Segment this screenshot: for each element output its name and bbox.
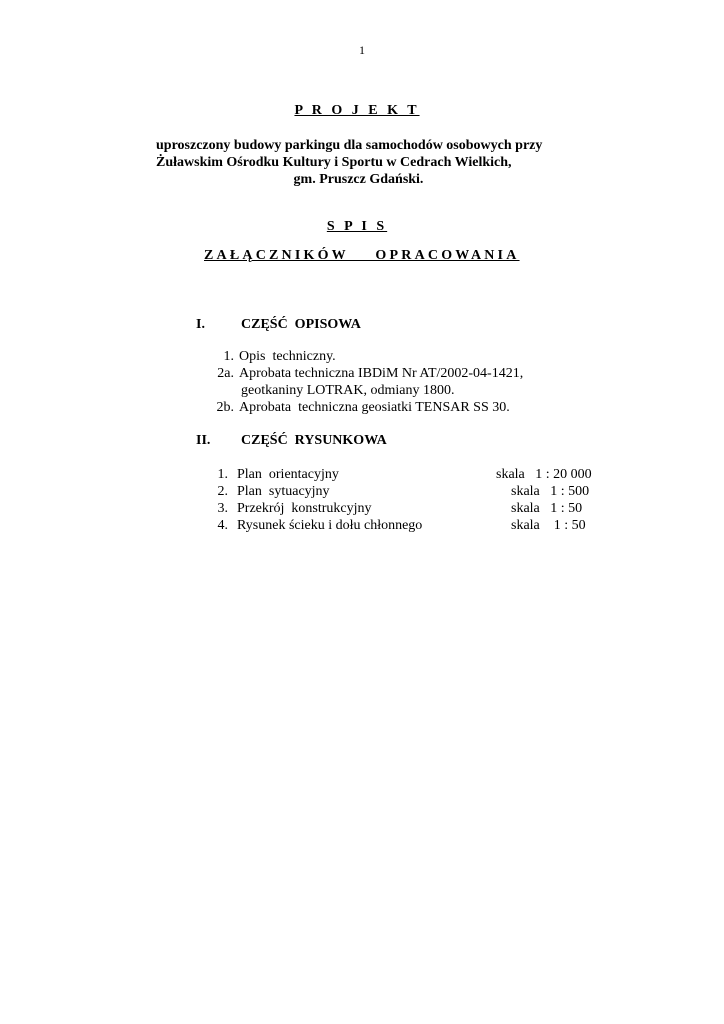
- list-item-text: Opis techniczny.: [239, 349, 336, 364]
- list-item-text: Plan sytuacyjny: [237, 484, 330, 499]
- list-item-text: Plan orientacyjny: [237, 467, 339, 482]
- list-item-text: Przekrój konstrukcyjny: [237, 501, 372, 516]
- section-title: CZĘŚĆ RYSUNKOWA: [241, 433, 387, 448]
- list-item-text: Aprobata techniczna geosiatki TENSAR SS 30.: [239, 400, 510, 415]
- subtitle-line-3: gm. Pruszcz Gdański.: [293, 172, 424, 187]
- list-item-scale: skala 1 : 20 000: [496, 467, 592, 482]
- list-item-number: 1.: [223, 349, 234, 364]
- attachments-heading: ZAŁĄCZNIKÓW OPRACOWANIA: [204, 248, 520, 263]
- spis-heading: S P I S: [326, 219, 388, 234]
- section-title: CZĘŚĆ OPISOWA: [241, 317, 361, 332]
- list-item-number: 2.: [217, 484, 228, 499]
- list-item-scale: skala 1 : 50: [511, 501, 583, 516]
- section-number: II.: [196, 433, 211, 448]
- list-item-continuation: geotkaniny LOTRAK, odmiany 1800.: [241, 383, 455, 398]
- subtitle-line-2: Żuławskim Ośrodku Kultury i Sportu w Cedrach Wielkich,: [156, 155, 512, 170]
- section-number: I.: [196, 317, 205, 332]
- list-item-number: 4.: [217, 518, 228, 533]
- list-item-text: Aprobata techniczna IBDiM Nr AT/2002-04-1421,: [239, 366, 524, 381]
- list-item-text: Rysunek ścieku i dołu chłonnego: [237, 518, 423, 533]
- page-number: 1: [359, 43, 365, 57]
- list-item-number: 1.: [217, 467, 228, 482]
- list-item-scale: skala 1 : 50: [511, 518, 586, 533]
- list-item-number: 3.: [217, 501, 228, 516]
- document-title: P R O J E K T: [294, 103, 420, 118]
- list-item-number: 2a.: [217, 366, 234, 381]
- list-item-number: 2b.: [216, 400, 234, 415]
- subtitle-line-1: uproszczony budowy parkingu dla samochodów osobowych przy: [156, 138, 543, 153]
- list-item-scale: skala 1 : 500: [511, 484, 590, 499]
